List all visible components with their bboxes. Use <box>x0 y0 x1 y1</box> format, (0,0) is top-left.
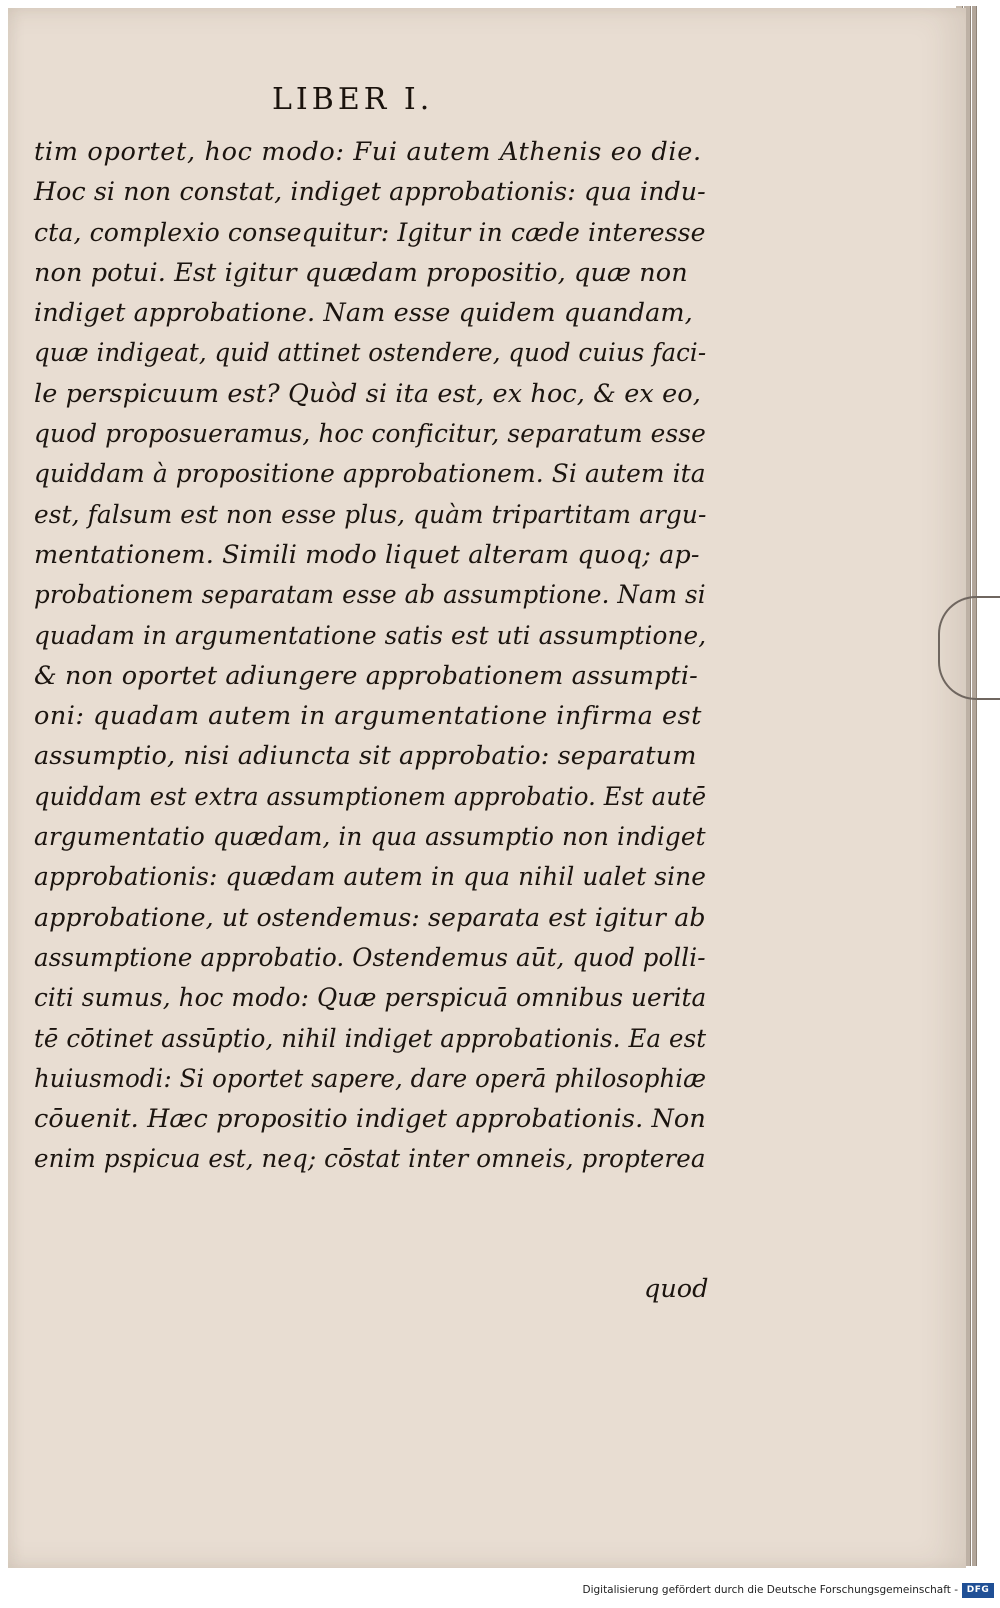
funding-credit: Digitalisierung gefördert durch die Deutsche Forschungsgemeinschaft - <box>582 1584 958 1596</box>
dfg-logo: DFG <box>962 1583 994 1598</box>
digitization-footer <box>0 1575 1000 1608</box>
book-page <box>8 8 966 1568</box>
catchword: quod <box>644 1274 709 1304</box>
running-head: LIBER I. <box>272 82 434 117</box>
body-text: tim oportet, hoc modo: Fui autem Athenis eo die. Hoc si non constat, indiget approbationis: qua indu- cta, complexio consequitur: Igitur in cæde interesse non potui. Est igitur quædam propositio, quæ non indiget approbatione. Nam esse quidem quandam, quæ indigeat, quid attinet ostendere, quod cuius faci- le perspicuum est? Quòd si ita est, ex hoc, & ex eo, quod proposueramus, hoc conficitur, separatum esse quiddam à propositione approbationem. Si autem ita est, falsum est non esse plus, quàm tripartitam argu- mentationem. Simili modo liquet alteram quoq; ap- probationem separatam esse ab assumptione. Nam si quadam in argumentatione satis est uti assumptione, & non oportet adiungere approbationem assumpti- oni: quadam autem in argumentatione infirma est assumptio, nisi adiuncta sit approbatio: separatum quiddam est extra assumptionem approbatio. Est autē argumentatio quædam, in qua assumptio non indiget approbationis: quædam autem in qua nihil ualet sine approbatione, ut ostendemus: separata est igitur ab assumptione approbatio. Ostendemus aūt, quod polli- citi sumus, hoc modo: Quæ perspicuā omnibus uerita tē cōtinet assūptio, nihil indiget approbationis. Ea est huiusmodi: Si oportet sapere, dare operā philosophiæ cōuenit. Hæc propositio indiget approbationis. Non enim pspicua est, neq; cōstat inter omneis, propterea <box>34 137 707 1175</box>
page-stack-edge <box>972 6 977 1566</box>
fore-edge-thumb-tab <box>938 596 1000 700</box>
